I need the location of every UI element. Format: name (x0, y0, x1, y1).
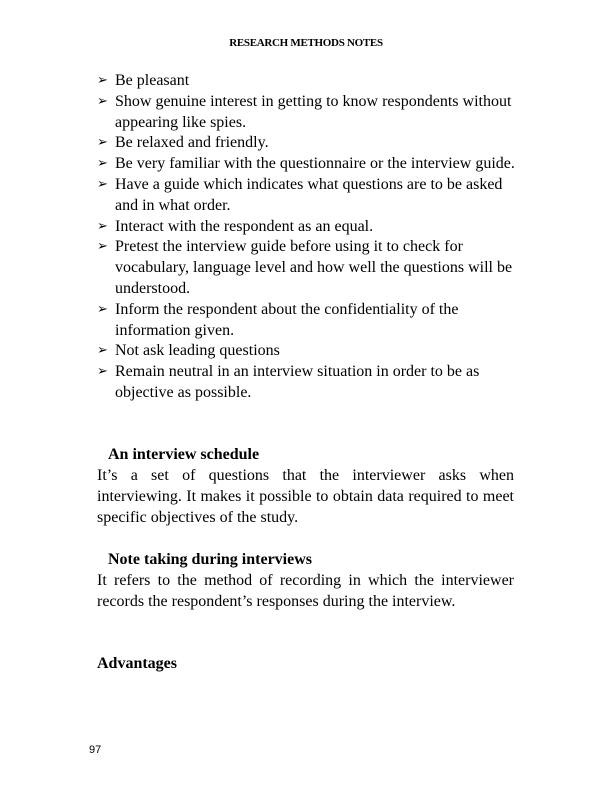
list-item (97, 133, 522, 154)
arrowhead-bullet-icon: ➢ (97, 135, 108, 151)
advantages-heading: Advantages (97, 655, 178, 672)
list-item (97, 300, 522, 342)
list-item (97, 175, 522, 217)
arrowhead-bullet-icon: ➢ (97, 156, 108, 172)
list-item-text: Not ask leading questions (115, 342, 280, 360)
list-item-text: Interact with the respondent as an equal. (115, 217, 374, 235)
list-item (97, 154, 522, 175)
note-taking-heading: Note taking during interviews (108, 551, 312, 568)
arrowhead-bullet-icon: ➢ (97, 176, 108, 192)
arrowhead-bullet-icon: ➢ (97, 218, 108, 234)
list-item-text: Pretest the interview guide before using it to check for vocabulary, language level and how well the questions will be understood. (115, 238, 513, 297)
arrowhead-bullet-icon: ➢ (97, 239, 108, 255)
list-item-text: Have a guide which indicates what questions are to be asked and in what order. (115, 175, 503, 214)
running-header: RESEARCH METHODS NOTES (229, 37, 383, 49)
list-item (97, 217, 522, 238)
list-item (97, 341, 522, 362)
list-item (97, 362, 522, 404)
arrowhead-bullet-icon: ➢ (97, 343, 108, 359)
arrowhead-bullet-icon: ➢ (97, 301, 108, 317)
list-item (97, 237, 522, 299)
page-number: 97 (89, 744, 102, 756)
note-taking-paragraph: It refers to the method of recording in which the interviewer records the respondent’s responses during the interview. (97, 572, 514, 610)
arrowhead-bullet-icon: ➢ (97, 364, 108, 380)
list-item-text: Be relaxed and friendly. (115, 134, 269, 152)
interview-schedule-heading: An interview schedule (108, 446, 260, 463)
arrowhead-bullet-icon: ➢ (97, 93, 108, 109)
list-item-text: Show genuine interest in getting to know respondents without appearing like spies. (115, 92, 512, 131)
guideline-list (97, 71, 522, 404)
list-item-text: Be pleasant (115, 72, 190, 89)
arrowhead-bullet-icon: ➢ (97, 73, 108, 88)
interview-schedule-paragraph: It’s a set of questions that the interviewer asks when interviewing. It makes it possible to obtain data required to meet specific objectives of the study. (97, 467, 514, 526)
list-item (97, 92, 522, 134)
list-item-text: Remain neutral in an interview situation in order to be as objective as possible. (115, 363, 480, 401)
list-item (97, 71, 522, 92)
list-item-text: Inform the respondent about the confidentiality of the information given. (115, 300, 459, 339)
list-item-text: Be very familiar with the questionnaire or the interview guide. (115, 155, 515, 173)
